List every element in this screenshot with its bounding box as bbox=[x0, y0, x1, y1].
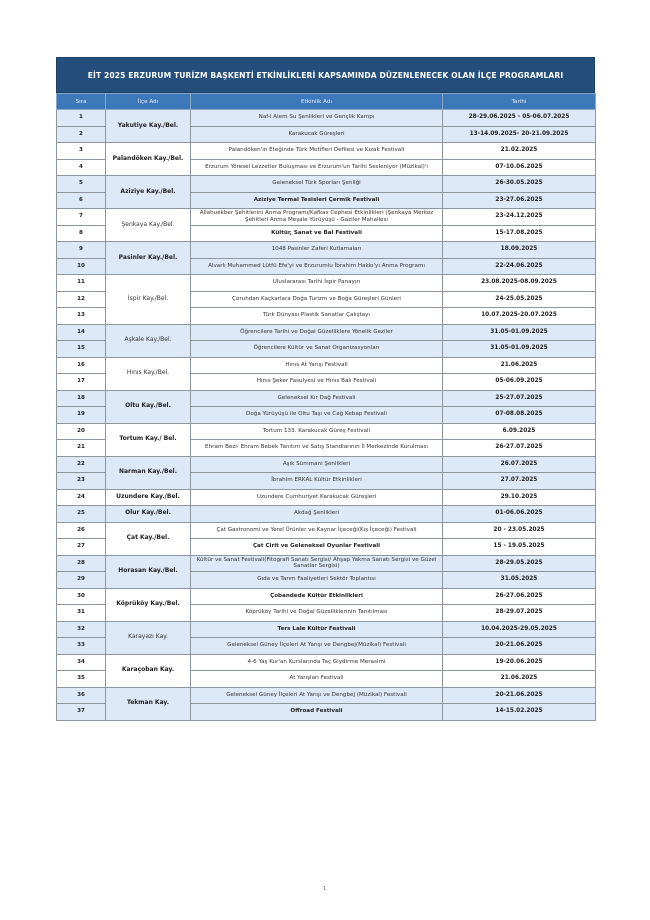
district-name: Uzundere Kay./Bel. bbox=[106, 489, 191, 506]
event-name: Karakucak Güreşleri bbox=[191, 126, 443, 143]
row-number: 7 bbox=[57, 209, 106, 226]
district-name: Köprüköy Kay./Bel. bbox=[106, 588, 191, 621]
table-row bbox=[57, 522, 596, 539]
event-name: Naf-i Alem Su Şenlikleri ve Gençlik Kampı bbox=[191, 110, 443, 127]
row-number: 19 bbox=[57, 407, 106, 424]
district-name: Narman Kay./Bel. bbox=[106, 456, 191, 489]
event-name: Tortum 133. Karakucak Güreş Festivali bbox=[191, 423, 443, 440]
district-name: Karaçoban Kay. bbox=[106, 654, 191, 687]
event-date: 10.07.2025-20.07.2025 bbox=[443, 308, 596, 325]
event-date: 10.04.2025-29.05.2025 bbox=[443, 621, 596, 638]
event-name: Köprüköy Tarihi ve Doğal Güzelliklerinin Tanıtılması bbox=[191, 605, 443, 622]
table-row bbox=[57, 143, 596, 160]
row-number: 34 bbox=[57, 654, 106, 671]
row-number: 36 bbox=[57, 687, 106, 704]
event-name: Alvarlı Muhammed Lütfü Efe'yi ve Erzurumlu İbrahim Hakkı'yı Anma Programı bbox=[191, 258, 443, 275]
row-number: 18 bbox=[57, 390, 106, 407]
district-name: Palandöken Kay./Bel. bbox=[106, 143, 191, 176]
event-name: Hınıs At Yarışı Festivali bbox=[191, 357, 443, 374]
table-row bbox=[57, 687, 596, 704]
district-name: Tekman Kay. bbox=[106, 687, 191, 720]
event-date: 05-06.09.2025 bbox=[443, 374, 596, 391]
table-row bbox=[57, 588, 596, 605]
page-number: 1 bbox=[323, 886, 327, 892]
event-name: Çoruhdan Kaçkarlara Doğa Turizm ve Boğa Güreşleri Günleri bbox=[191, 291, 443, 308]
event-name: Çat Gastronomi ve Yerel Ürünler ve Kaynar İçeceği(Kış İçeceği) Festivali bbox=[191, 522, 443, 539]
district-name: Pasinler Kay./Bel. bbox=[106, 242, 191, 275]
row-number: 8 bbox=[57, 225, 106, 242]
row-number: 15 bbox=[57, 341, 106, 358]
table-row bbox=[57, 110, 596, 127]
event-name: Aşık Sümmani Şenlikleri bbox=[191, 456, 443, 473]
event-name: Kültür, Sanat ve Bal Festivali bbox=[191, 225, 443, 242]
event-name: Aziziye Termal Tesisleri Çermik Festivali bbox=[191, 192, 443, 209]
event-date: 31.05-01.09.2025 bbox=[443, 324, 596, 341]
district-name: İspir Kay./Bel. bbox=[106, 275, 191, 325]
table-body bbox=[57, 110, 596, 721]
column-header-tarih: Tarihi bbox=[443, 94, 596, 110]
table-row bbox=[57, 242, 596, 259]
column-header-etkinlik: Etkinlik Adı bbox=[191, 94, 443, 110]
event-date: 15-17.08.2025 bbox=[443, 225, 596, 242]
event-name: Uzundere Cumhuriyet Karakucak Güreşleri bbox=[191, 489, 443, 506]
event-date: 22-24.06.2025 bbox=[443, 258, 596, 275]
event-name: Offroad Festivali bbox=[191, 704, 443, 721]
event-date: 27.07.2025 bbox=[443, 473, 596, 490]
document-page bbox=[56, 57, 595, 721]
row-number: 24 bbox=[57, 489, 106, 506]
row-number: 23 bbox=[57, 473, 106, 490]
event-date: 23-27.06.2025 bbox=[443, 192, 596, 209]
event-name: Çat Cirit ve Geleneksel Oyunlar Festivali bbox=[191, 539, 443, 556]
table-row bbox=[57, 506, 596, 523]
row-number: 25 bbox=[57, 506, 106, 523]
column-header-ilce: İlçe Adı bbox=[106, 94, 191, 110]
table-row bbox=[57, 390, 596, 407]
row-number: 21 bbox=[57, 440, 106, 457]
district-name: Karayazı Kay. bbox=[106, 621, 191, 654]
event-name: Ters Lale Kültür Festivali bbox=[191, 621, 443, 638]
event-name: Akdağ Şenlikleri bbox=[191, 506, 443, 523]
row-number: 11 bbox=[57, 275, 106, 292]
event-name: Palandöken'in Eteğinde Türk Motifleri Defilesi ve Kızak Festivali bbox=[191, 143, 443, 160]
district-name: Şenkaya Kay./Bel. bbox=[106, 209, 191, 242]
event-name: Doğa Yürüyüşü ile Oltu Taşı ve Cağ Kebap Festivali bbox=[191, 407, 443, 424]
event-date: 6.09.2025 bbox=[443, 423, 596, 440]
row-number: 12 bbox=[57, 291, 106, 308]
table-row bbox=[57, 621, 596, 638]
row-number: 17 bbox=[57, 374, 106, 391]
row-number: 14 bbox=[57, 324, 106, 341]
table-row bbox=[57, 357, 596, 374]
event-date: 07-10.06.2025 bbox=[443, 159, 596, 176]
event-date: 01-06.06.2025 bbox=[443, 506, 596, 523]
table-row bbox=[57, 456, 596, 473]
table-row bbox=[57, 324, 596, 341]
event-date: 19-20.06.2025 bbox=[443, 654, 596, 671]
event-date: 26-30.05.2025 bbox=[443, 176, 596, 193]
event-date: 28-29.05.2025 bbox=[443, 555, 596, 572]
event-name: Öğrencilere Tarihi ve Doğal Güzelliklere Yönelik Geziler bbox=[191, 324, 443, 341]
table-header-row bbox=[57, 94, 596, 110]
event-name: At Yarışları Festivali bbox=[191, 671, 443, 688]
event-name: Erzurum Yöresel Lezzetler Buluşması ve Erzurum'un Tarihi Sesleniyor (Müzikal)'i bbox=[191, 159, 443, 176]
district-name: Aşkale Kay./Bel. bbox=[106, 324, 191, 357]
row-number: 1 bbox=[57, 110, 106, 127]
event-date: 18.09.2025 bbox=[443, 242, 596, 259]
event-date: 28-29.07.2025 bbox=[443, 605, 596, 622]
row-number: 32 bbox=[57, 621, 106, 638]
table-row bbox=[57, 209, 596, 226]
row-number: 27 bbox=[57, 539, 106, 556]
table-row bbox=[57, 654, 596, 671]
row-number: 4 bbox=[57, 159, 106, 176]
event-date: 14-15.02.2025 bbox=[443, 704, 596, 721]
row-number: 9 bbox=[57, 242, 106, 259]
district-name: Olur Kay./Bel. bbox=[106, 506, 191, 523]
event-name: Geleneksel Güney İlçeleri At Yarışı ve Dengbej (Müzikal) Festivali bbox=[191, 687, 443, 704]
table-row bbox=[57, 423, 596, 440]
event-name: Hınıs Şeker Fasulyesi ve Hınıs Balı Festivali bbox=[191, 374, 443, 391]
event-name: Geleneksel Güney İlçeleri At Yarışı ve Dengbej(Müzikal) Festivali bbox=[191, 638, 443, 655]
event-date: 23.08.2025-08.09.2025 bbox=[443, 275, 596, 292]
district-name: Oltu Kay./Bel. bbox=[106, 390, 191, 423]
row-number: 3 bbox=[57, 143, 106, 160]
event-date: 26.07.2025 bbox=[443, 456, 596, 473]
district-name: Çat Kay./Bel. bbox=[106, 522, 191, 555]
table-row bbox=[57, 555, 596, 572]
row-number: 22 bbox=[57, 456, 106, 473]
event-name: Uluslararası Tarihi İspir Panayırı bbox=[191, 275, 443, 292]
event-date: 07-08.08.2025 bbox=[443, 407, 596, 424]
event-date: 31.05.2025 bbox=[443, 572, 596, 589]
event-date: 21.02.2025 bbox=[443, 143, 596, 160]
row-number: 16 bbox=[57, 357, 106, 374]
district-name: Yakutiye Kay./Bel. bbox=[106, 110, 191, 143]
event-date: 25-27.07.2025 bbox=[443, 390, 596, 407]
event-name: İbrahim ERKAL Kültür Etkinlikleri bbox=[191, 473, 443, 490]
event-name: Gıda ve Tarım Faaliyetleri Sektör Toplantısı bbox=[191, 572, 443, 589]
row-number: 33 bbox=[57, 638, 106, 655]
event-date: 28-29.06.2025 - 05-06.07.2025 bbox=[443, 110, 596, 127]
row-number: 10 bbox=[57, 258, 106, 275]
row-number: 31 bbox=[57, 605, 106, 622]
row-number: 35 bbox=[57, 671, 106, 688]
event-date: 26-27.06.2025 bbox=[443, 588, 596, 605]
event-name: Kültür ve Sanat Festivali(Fitografi Sanatı Sergisi/ Ahşap Yakma Sanatı Sergisi ve Güzel Sanatlar Sergisi) bbox=[191, 555, 443, 572]
row-number: 2 bbox=[57, 126, 106, 143]
program-table bbox=[56, 93, 596, 721]
event-date: 21.06.2025 bbox=[443, 357, 596, 374]
event-name: 4-6 Yaş Kur'an Kurslarında Taç Giydirme Merasimi bbox=[191, 654, 443, 671]
event-name: Allahuekber Şehitlerini Anma Programı/Kafkas Cephesi Etkinlikleri (Şenkaya Merkez Şehitleri Anma Meşale Yürüyüşü - Gaziler Mahallesi bbox=[191, 209, 443, 226]
event-date: 20-21.06.2025 bbox=[443, 638, 596, 655]
event-date: 20-21.06.2025 bbox=[443, 687, 596, 704]
table-row bbox=[57, 275, 596, 292]
event-date: 26-27.07.2025 bbox=[443, 440, 596, 457]
event-date: 20 - 23.05.2025 bbox=[443, 522, 596, 539]
event-name: Ehram Bezi- Ehram Bebek Tanıtım ve Satış Standlarının İl Merkezinde Kurulması bbox=[191, 440, 443, 457]
event-date: 31.05-01.09.2025 bbox=[443, 341, 596, 358]
document-title: EİT 2025 ERZURUM TURİZM BAŞKENTİ ETKİNLİKLERİ KAPSAMINDA DÜZENLENECEK OLAN İLÇE PROGRAMLARI bbox=[56, 57, 595, 93]
event-date: 13-14.09.2025- 20-21.09.2025 bbox=[443, 126, 596, 143]
row-number: 20 bbox=[57, 423, 106, 440]
row-number: 26 bbox=[57, 522, 106, 539]
column-header-sira: Sıra bbox=[57, 94, 106, 110]
event-name: Geleneksel Kır Dağ Festivali bbox=[191, 390, 443, 407]
event-date: 29.10.2025 bbox=[443, 489, 596, 506]
event-date: 24-25.05.2025 bbox=[443, 291, 596, 308]
event-name: Türk Dünyası Plastik Sanatlar Çalıştayı bbox=[191, 308, 443, 325]
row-number: 37 bbox=[57, 704, 106, 721]
table-row bbox=[57, 176, 596, 193]
event-name: 1048 Pasinler Zaferi Kutlamaları bbox=[191, 242, 443, 259]
row-number: 5 bbox=[57, 176, 106, 193]
event-name: Çobandede Kültür Etkinlikleri bbox=[191, 588, 443, 605]
district-name: Aziziye Kay./Bel. bbox=[106, 176, 191, 209]
row-number: 28 bbox=[57, 555, 106, 572]
row-number: 6 bbox=[57, 192, 106, 209]
row-number: 29 bbox=[57, 572, 106, 589]
event-date: 21.06.2025 bbox=[443, 671, 596, 688]
row-number: 30 bbox=[57, 588, 106, 605]
event-name: Öğrencilere Kültür ve Sanat Organizasyonları bbox=[191, 341, 443, 358]
district-name: Tortum Kay./ Bel. bbox=[106, 423, 191, 456]
event-date: 15 - 19.05.2025 bbox=[443, 539, 596, 556]
district-name: Hınıs Kay./Bel. bbox=[106, 357, 191, 390]
event-name: Geleneksel Türk Sporları Şenliği bbox=[191, 176, 443, 193]
row-number: 13 bbox=[57, 308, 106, 325]
district-name: Horasan Kay./Bel. bbox=[106, 555, 191, 588]
event-date: 23-24.12.2025 bbox=[443, 209, 596, 226]
table-row bbox=[57, 489, 596, 506]
